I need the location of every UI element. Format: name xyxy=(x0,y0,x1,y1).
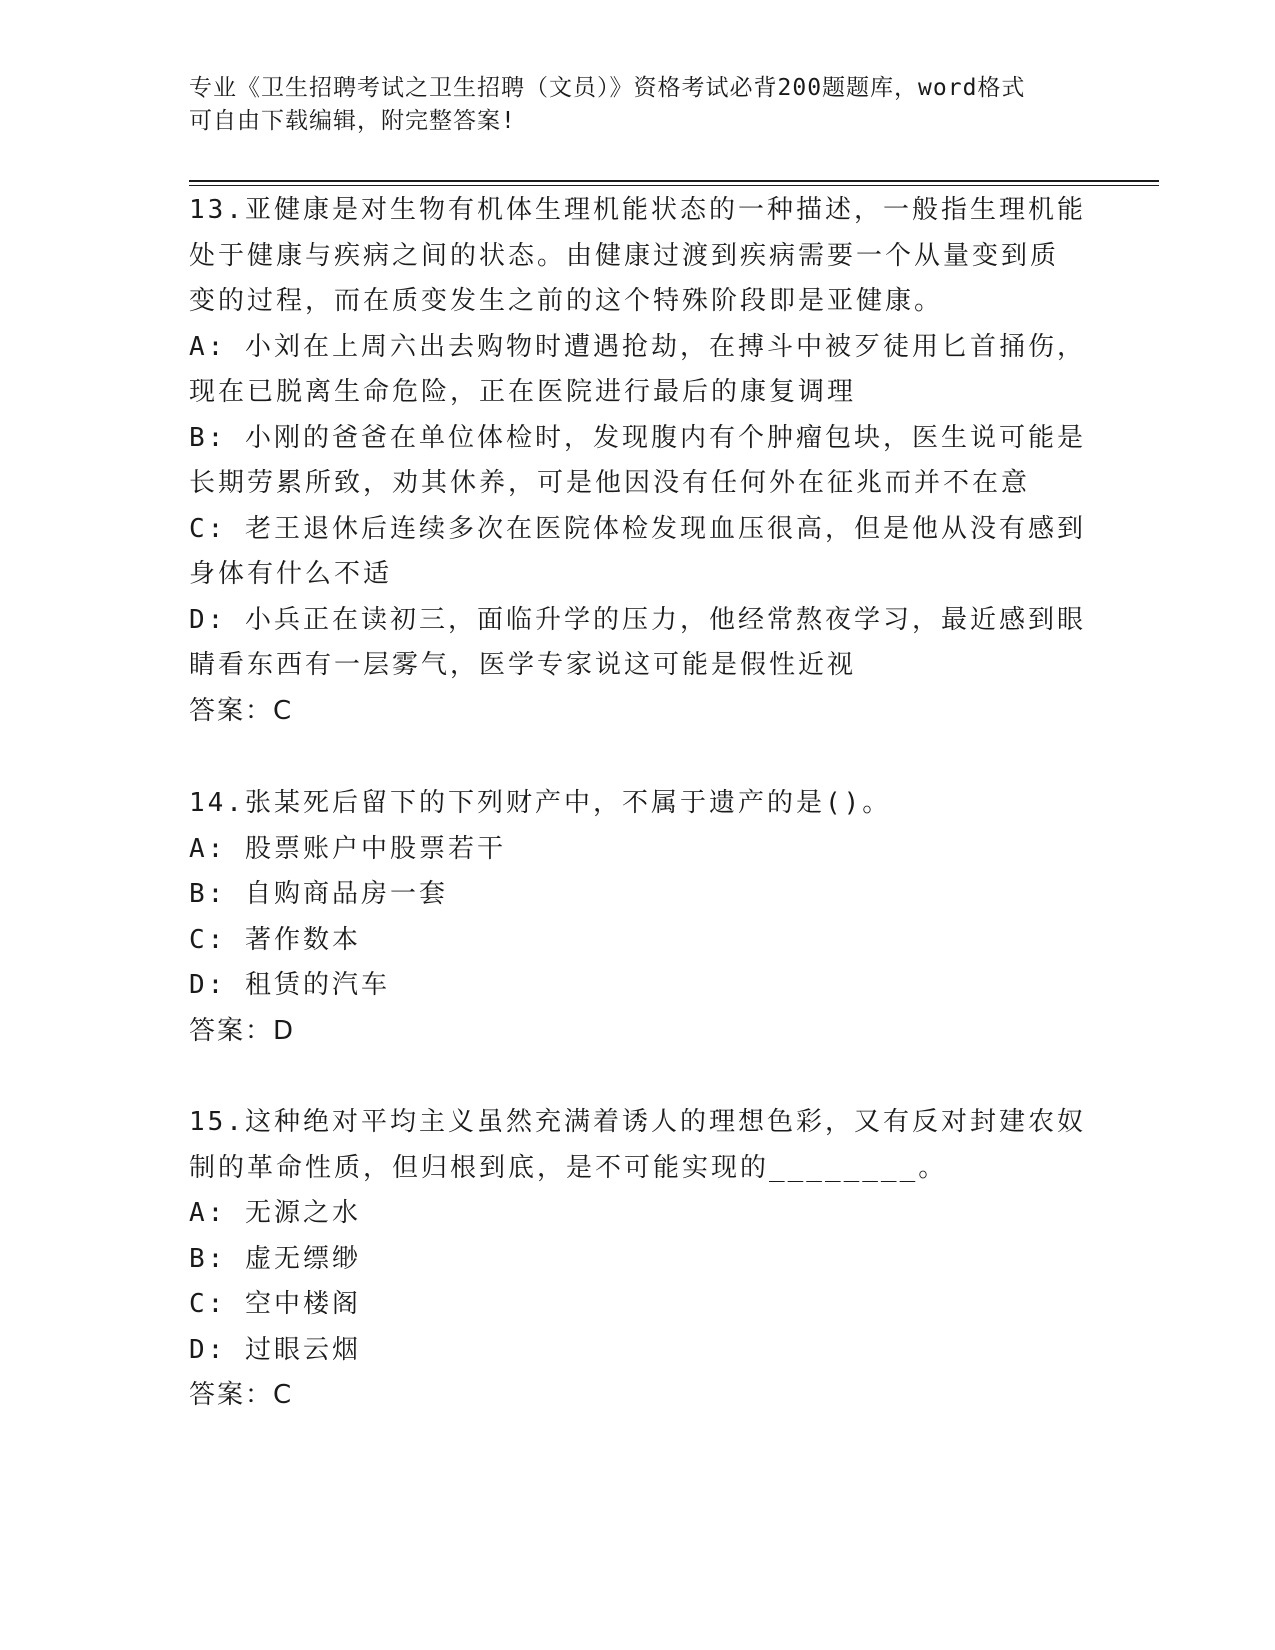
option-c: C: 空中楼阁 xyxy=(189,1289,361,1319)
question-14 xyxy=(189,781,1089,1054)
answer-text: 答案：C xyxy=(189,695,294,726)
option-a: A: 小刘在上周六出去购物时遭遇抢劫，在搏斗中被歹徒用匕首捅伤， xyxy=(189,331,1086,362)
option-a: A: 无源之水 xyxy=(189,1198,361,1228)
option-c-cont: 身体有什么不适 xyxy=(189,559,393,589)
option-c: C: 老王退休后连续多次在医院体检发现血压很高，但是他从没有感到 xyxy=(189,513,1086,544)
option-b-cont: 长期劳累所致，劝其休养，可是他因没有任何外在征兆而并不在意 xyxy=(189,468,1031,498)
question-stem-line: 制的革命性质，但归根到底，是不可能实现的________。 xyxy=(189,1152,948,1183)
question-stem-line: 15.这种绝对平均主义虽然充满着诱人的理想色彩，又有反对封建农奴 xyxy=(189,1107,1086,1137)
question-stem-line: 处于健康与疾病之间的状态。由健康过渡到疾病需要一个从量变到质 xyxy=(189,240,1060,271)
header-divider-thin xyxy=(189,185,1159,186)
answer-text: 答案：D xyxy=(189,1015,296,1046)
header-divider xyxy=(189,180,1159,182)
header-line: 可自由下载编辑，附完整答案! xyxy=(189,108,516,134)
option-d: D: 租赁的汽车 xyxy=(189,970,390,1000)
header-line: 专业《卫生招聘考试之卫生招聘（文员）》资格考试必背200题题库，word格式 xyxy=(189,75,1026,101)
option-a: A: 股票账户中股票若干 xyxy=(189,833,506,864)
option-b: B: 自购商品房一套 xyxy=(189,879,448,909)
answer-text: 答案：C xyxy=(189,1380,294,1410)
question-stem-line: 14.张某死后留下的下列财产中，不属于遗产的是()。 xyxy=(189,788,892,818)
option-b: B: 虚无缥缈 xyxy=(189,1243,361,1274)
document-header xyxy=(189,72,1089,138)
question-13 xyxy=(189,188,1089,734)
option-d: D: 小兵正在读初三，面临升学的压力，他经常熬夜学习，最近感到眼 xyxy=(189,604,1086,635)
option-d: D: 过眼云烟 xyxy=(189,1334,361,1365)
option-a-cont: 现在已脱离生命危险，正在医院进行最后的康复调理 xyxy=(189,377,857,407)
option-d-cont: 睛看东西有一层雾气，医学专家说这可能是假性近视 xyxy=(189,650,857,680)
question-stem-line: 变的过程，而在质变发生之前的这个特殊阶段即是亚健康。 xyxy=(189,286,944,316)
option-c: C: 著作数本 xyxy=(189,924,361,955)
question-stem-line: 13.亚健康是对生物有机体生理机能状态的一种描述，一般指生理机能 xyxy=(189,195,1086,225)
question-15 xyxy=(189,1100,1089,1419)
option-b: B: 小刚的爸爸在单位体检时，发现腹内有个肿瘤包块，医生说可能是 xyxy=(189,422,1086,453)
